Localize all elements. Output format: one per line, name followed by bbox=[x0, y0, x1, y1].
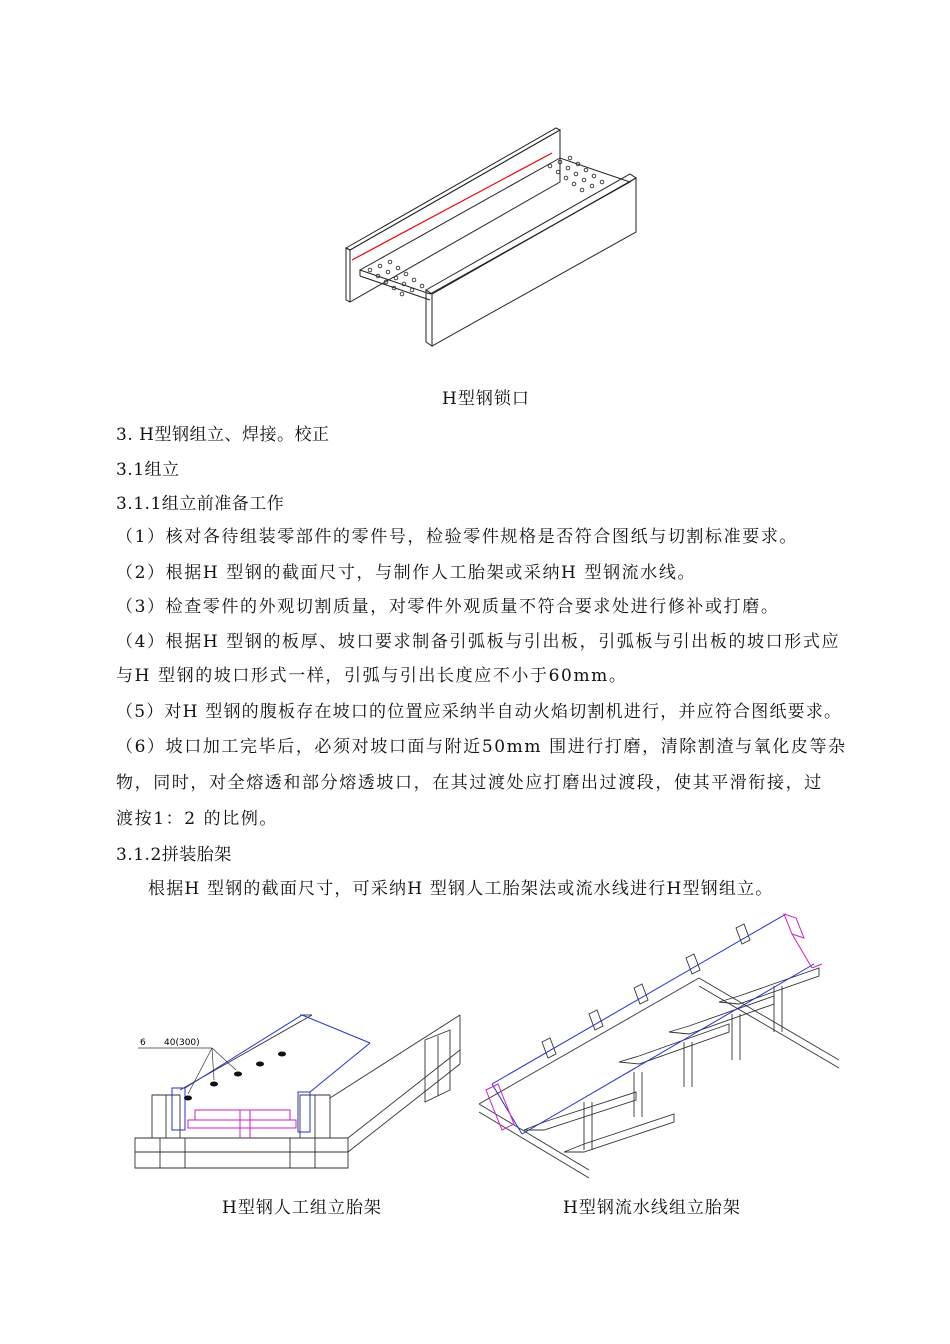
paragraph-line: 根据H 型钢的截面尺寸，可采纳H 型钢人工胎架法或流水线进行H型钢组立。 bbox=[148, 879, 774, 899]
paragraph-line: （3）检查零件的外观切割质量，对零件外观质量不符合要求处进行修补或打磨。 bbox=[116, 597, 780, 617]
paragraph-line: （1）核对各待组装零部件的零件号，检验零件规格是否符合图纸与切割标准要求。 bbox=[116, 527, 799, 547]
left-figure-caption: H型钢人工组立胎架 bbox=[222, 1198, 382, 1218]
paragraph-line: （6）坡口加工完毕后，必须对坡口面与附近50mm 围进行打磨，清除割渣与氧化皮等杂 bbox=[116, 737, 847, 757]
paragraph-line: 渡按1：2 的比例。 bbox=[116, 809, 279, 829]
right-figure-caption: H型钢流水线组立胎架 bbox=[563, 1198, 741, 1218]
section-heading-3: 3. H型钢组立、焊接。校正 bbox=[116, 425, 330, 445]
paragraph-line: （4）根据H 型钢的板厚、坡口要求制备引弧板与引出板，引弧板与引出板的坡口形式应 bbox=[116, 632, 841, 652]
paragraph-line: （5）对H 型钢的腹板存在坡口的位置应采纳半自动火焰切割机进行，并应符合图纸要求。 bbox=[116, 702, 843, 722]
section-heading-3-1-2: 3.1.2拼装胎架 bbox=[116, 845, 232, 865]
paragraph-line: （2）根据H 型钢的截面尺寸，与制作人工胎架或采纳H 型钢流水线。 bbox=[116, 563, 697, 583]
bolt-holes bbox=[368, 156, 604, 296]
dimension-label-a: 6 bbox=[140, 1038, 146, 1048]
top-figure-caption: H型钢锁口 bbox=[442, 389, 530, 409]
section-heading-3-1: 3.1组立 bbox=[116, 460, 180, 480]
production-line-jig-figure bbox=[474, 912, 844, 1180]
section-heading-3-1-1: 3.1.1组立前准备工作 bbox=[116, 494, 285, 514]
manual-assembly-jig-figure bbox=[130, 1010, 470, 1175]
paragraph-line: 物，同时，对全熔透和部分熔透坡口，在其过渡处应打磨出过渡段，使其平滑衔接，过 bbox=[116, 773, 823, 793]
paragraph-line: 与H 型钢的坡口形式一样，引弧与引出长度应不小于60mm。 bbox=[116, 666, 628, 686]
h-beam-notch-figure bbox=[330, 120, 650, 350]
dimension-label-b: 40(300) bbox=[164, 1038, 200, 1048]
